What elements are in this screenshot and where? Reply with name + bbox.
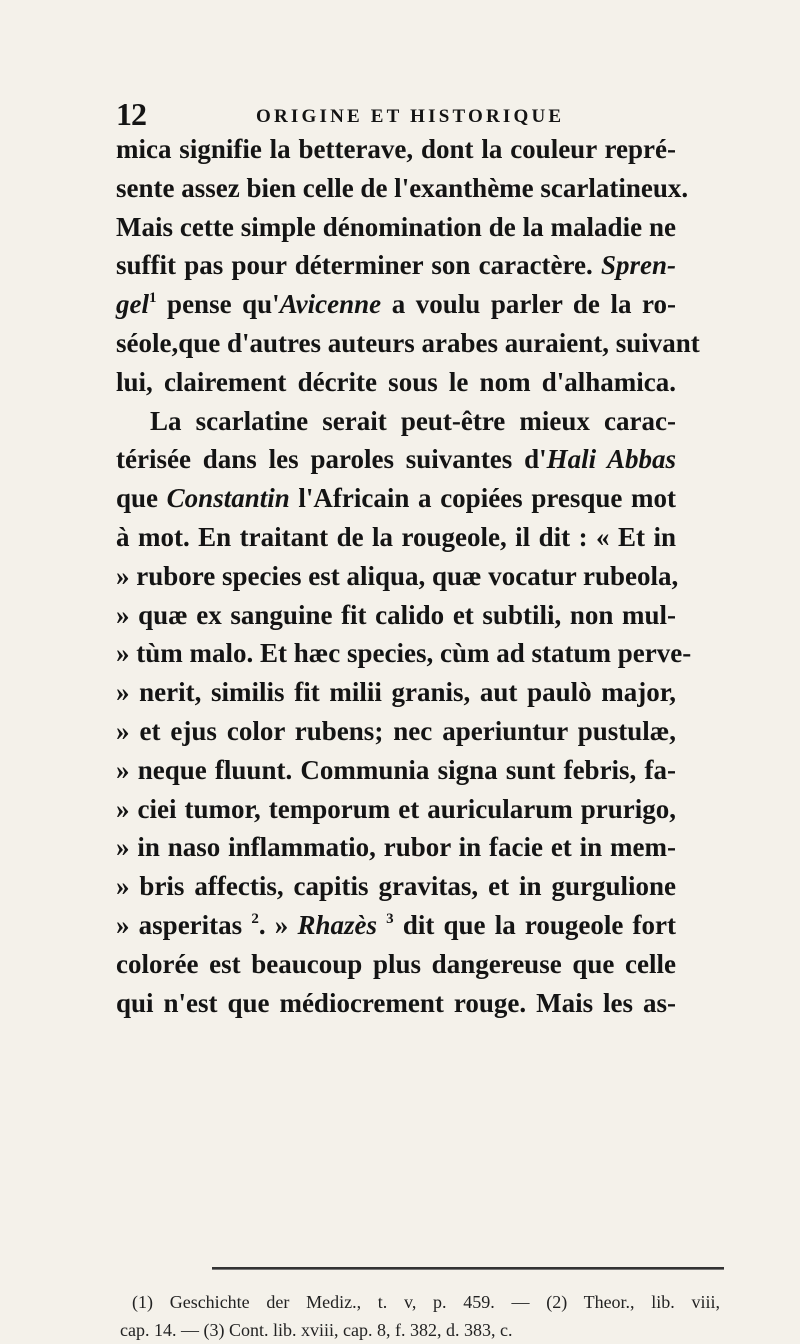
text-run — [377, 910, 386, 940]
text-run: » quæ ex sanguine fit calido et subtili, non mul- — [116, 599, 676, 630]
text-run: à mot. En traitant de la rougeole, il dit : « Et in — [116, 521, 676, 552]
text-line — [116, 518, 676, 557]
footnote-ref: 2 — [251, 910, 259, 927]
text-run: que — [116, 483, 167, 514]
text-run: » bris affectis, capitis gravitas, et in gurgulione — [116, 871, 676, 902]
text-run: a voulu parler de la ro- — [381, 289, 676, 320]
text-run: Mais cette simple dénomination de la maladie ne — [116, 211, 676, 242]
text-run: » asperitas — [116, 909, 252, 940]
text-run: » ciei tumor, temporum et auricularum prurigo, — [116, 793, 676, 824]
text-run: suffit pas pour déterminer son caractère. — [116, 250, 601, 281]
body-text — [116, 130, 700, 1022]
italic-name: Rhazès — [297, 909, 377, 940]
text-line — [116, 402, 676, 441]
text-run: lui, clairement décrite sous le nom d'alhamica. — [116, 366, 676, 397]
footnote-ref: 3 — [386, 910, 394, 927]
text-line — [116, 596, 676, 635]
italic-name: Avicenne — [279, 289, 382, 320]
text-line — [116, 208, 676, 247]
footnotes — [120, 1288, 720, 1344]
text-line — [116, 867, 676, 906]
italic-name: Hali Abbas — [546, 444, 677, 475]
footnote-line: (1) Geschichte der Mediz., t. v, p. 459. — (2) Theor., lib. viii, — [132, 1292, 720, 1312]
text-run: » rubore species est aliqua, quæ vocatur rubeola, — [116, 560, 679, 591]
running-head: ORIGINE ET HISTORIQUE — [256, 106, 565, 127]
text-line — [116, 945, 676, 984]
text-line — [116, 363, 676, 402]
text-line — [116, 712, 676, 751]
text-line — [116, 906, 676, 945]
text-run: » tùm malo. Et hæc species, cùm ad statum perve- — [116, 638, 692, 669]
text-run: térisée dans les paroles suivantes d' — [116, 444, 547, 475]
text-run: » in naso inflammatio, rubor in facie et in mem- — [116, 832, 676, 863]
italic-name: Constantin — [166, 483, 290, 514]
text-line — [116, 751, 676, 790]
page-number: 12 — [116, 96, 146, 132]
text-line — [116, 246, 676, 285]
text-run: qui n'est que médiocrement rouge. Mais les as- — [116, 987, 676, 1018]
text-line — [116, 790, 676, 829]
text-line — [116, 634, 692, 673]
text-line — [116, 324, 700, 363]
text-line — [116, 285, 676, 324]
italic-name: gel — [116, 289, 149, 320]
text-run: sente assez bien celle de l'exanthème scarlatineux. — [116, 172, 689, 203]
text-line — [116, 557, 679, 596]
text-line — [116, 130, 676, 169]
text-run: . » — [258, 909, 298, 940]
text-run: dit que la rougeole fort — [393, 909, 677, 940]
text-run: séole,que d'autres auteurs arabes auraient, suivant — [116, 327, 700, 358]
text-line — [116, 440, 676, 479]
text-run: » et ejus color rubens; nec aperiuntur pustulæ, — [116, 715, 676, 746]
footnote-line: cap. 14. — (3) Cont. lib. xviii, cap. 8, f. 382, d. 383, c. — [120, 1320, 513, 1340]
text-run: pense qu' — [156, 289, 280, 320]
italic-name: Spren- — [600, 250, 676, 281]
text-line — [116, 984, 676, 1023]
text-line — [116, 169, 689, 208]
text-run: mica signifie la betterave, dont la couleur repré- — [116, 134, 676, 164]
text-line — [116, 673, 676, 712]
text-line — [116, 828, 676, 867]
footnote-ref: 1 — [149, 290, 157, 307]
text-line — [116, 479, 676, 518]
text-run: colorée est beaucoup plus dangereuse que celle — [116, 948, 676, 979]
text-run: l'Africain a copiées presque mot — [289, 483, 676, 514]
text-run: » nerit, similis fit milii granis, aut paulò major, — [116, 677, 676, 708]
text-run: La scarlatine serait peut-être mieux carac- — [150, 405, 676, 436]
text-run: » neque fluunt. Communia signa sunt febris, fa- — [116, 754, 676, 785]
footnote-rule-thin — [212, 1269, 724, 1270]
